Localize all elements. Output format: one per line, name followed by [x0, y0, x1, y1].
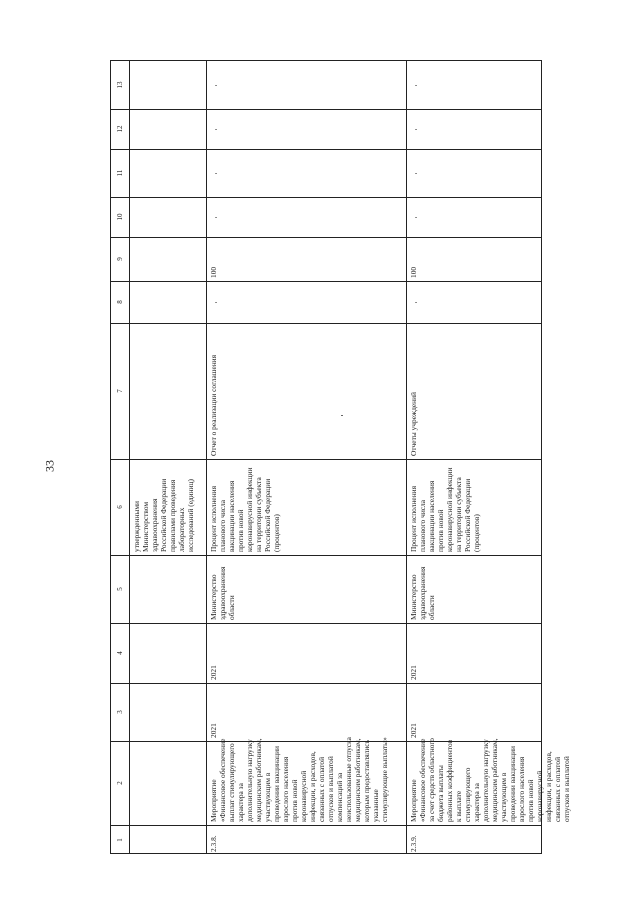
cell-text: Отчет о реализации соглашения: [209, 354, 218, 456]
cell-text: 2021: [209, 665, 218, 680]
page-number: 33: [42, 460, 57, 472]
cell-text: 2021: [409, 723, 418, 738]
table-cell-dash: -: [214, 81, 218, 89]
cell-text: Министерство здравоохранения области: [209, 566, 236, 620]
column-divider: [111, 825, 541, 826]
column-divider: [111, 555, 541, 556]
column-divider: [111, 197, 541, 198]
column-divider: [111, 149, 541, 150]
column-header-number: 12: [116, 125, 124, 133]
scan-speck: [341, 415, 343, 416]
table-cell-dash: -: [414, 298, 418, 306]
table-cell-dash: -: [414, 213, 418, 221]
cell-text: 2.3.8.: [209, 835, 218, 852]
table-cell-dash: -: [414, 169, 418, 177]
column-divider: [111, 109, 541, 110]
column-header-number: 2: [116, 781, 124, 785]
column-header-number: 10: [116, 213, 124, 221]
table-cell-dash: -: [214, 298, 218, 306]
cell-text: Процент исполнения планового числа вакцинации населения против новой коронавирусной инфекции на территории субъекта Российской Федерации (процентов): [409, 467, 481, 552]
table-cell-dash: -: [414, 125, 418, 133]
column-header-number: 11: [116, 169, 124, 177]
column-divider: [111, 623, 541, 624]
cell-text: Отчеты учреждений: [409, 391, 418, 456]
cell-text: Процент исполнения планового числа вакцинации населения против новой коронавирусной инфекции на территории субъекта Российской Федерации (процентов): [209, 467, 281, 552]
row-divider: [206, 61, 207, 853]
column-header-number: 7: [116, 389, 124, 393]
cell-text: 100: [209, 266, 218, 278]
cell-text: 100: [409, 266, 418, 278]
column-header-number: 5: [116, 587, 124, 591]
row-divider: [406, 61, 407, 853]
column-divider: [111, 237, 541, 238]
cell-text: 2.3.9.: [409, 835, 418, 852]
column-header-number: 1: [116, 838, 124, 842]
cell-text: 2021: [409, 665, 418, 680]
column-divider: [111, 323, 541, 324]
column-header-number: 3: [116, 710, 124, 714]
column-header-number: 4: [116, 651, 124, 655]
table-cell-dash: -: [214, 169, 218, 177]
rotated-table: [110, 60, 571, 854]
row-divider: [129, 61, 130, 853]
table-cell-dash: -: [214, 213, 218, 221]
column-header-number: 6: [116, 505, 124, 509]
table-cell-dash: -: [214, 125, 218, 133]
column-divider: [111, 281, 541, 282]
cell-text: 2021: [209, 723, 218, 738]
column-header-number: 8: [116, 300, 124, 304]
cell-text: утвержденными Министерством здравоохранения Российской Федерации правилами проведения лабораторных исследований (единиц): [132, 478, 195, 552]
cell-text: Мероприятие «Финансовое обеспечение за счет средств областного бюджета выплаты районных коэффициентов к выплате стимулирующего характера за дополнительную нагрузку медицинским работникам, участвующим в проведении вакцинации взрослого населения против новой коронавирусной инфекции, и расходов, связанных с оплатой отпусков и выплатой: [409, 738, 571, 822]
cell-text: Мероприятие «Финансовое обеспечение выплат стимулирующего характера за дополнительную нагрузку медицинским работникам, участвующим в проведении вакцинации взрослого населения против новой коронавирусной инфекции, и расходов, связанных с оплатой отпусков и выплатой компенсаций за неиспользованные отпуска медицинским работникам, которым предоставлялись указанные стимулирующие выплаты»: [209, 737, 389, 822]
column-divider: [111, 459, 541, 460]
cell-text: Министерство здравоохранения области: [409, 566, 436, 620]
column-header-number: 13: [116, 81, 124, 89]
table-cell-dash: -: [414, 81, 418, 89]
column-header-number: 9: [116, 257, 124, 261]
column-divider: [111, 683, 541, 684]
